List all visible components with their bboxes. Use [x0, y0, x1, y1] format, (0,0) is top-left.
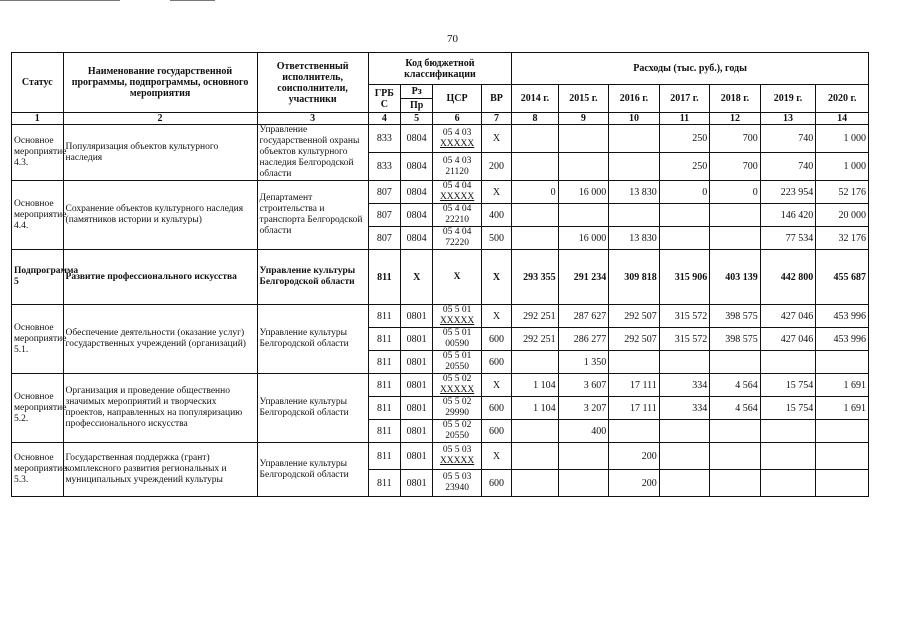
amount-cell — [558, 125, 609, 153]
amount-cell — [659, 204, 710, 227]
csr-direction-code: 00590 — [445, 339, 469, 349]
status-cell: Основное мероприятие 4.3. — [12, 125, 64, 181]
header-name: Наименование государственной программы, подпрограммы, основного мероприятия — [63, 53, 257, 113]
amount-cell: 400 — [558, 420, 609, 443]
header-responsible: Ответственный исполнитель, соисполнители, участники — [257, 53, 368, 113]
status-cell: Основное мероприятие 5.2. — [12, 374, 64, 443]
csr-cell — [433, 374, 482, 397]
grbs-cell: 811 — [368, 397, 400, 420]
amount-cell: 1 000 — [816, 125, 869, 153]
header-pr: Пр — [401, 99, 433, 113]
amount-cell — [659, 470, 710, 497]
amount-cell: 455 687 — [816, 250, 869, 305]
column-number: 12 — [710, 113, 761, 125]
amount-cell: 77 534 — [760, 227, 816, 250]
amount-cell — [816, 420, 869, 443]
header-vr: ВР — [481, 85, 511, 113]
csr-cell — [433, 305, 482, 328]
csr-direction-code: 72220 — [445, 238, 469, 248]
csr-cell — [433, 125, 482, 153]
csr-cell — [433, 351, 482, 374]
csr-program-code: 05 5 02 — [442, 397, 472, 407]
rzpr-cell: 0804 — [401, 227, 433, 250]
amount-cell — [816, 470, 869, 497]
amount-cell: 292 251 — [512, 328, 558, 351]
csr-program-code: 05 4 04 — [442, 227, 472, 237]
vr-cell: 600 — [481, 470, 511, 497]
responsible-cell: Управление государственной охраны объектов культурного наследия Белгородской области — [257, 125, 368, 181]
amount-cell: 334 — [659, 374, 710, 397]
rzpr-cell: 0801 — [401, 328, 433, 351]
csr-program-code: 05 5 03 — [442, 472, 472, 482]
amount-cell: 403 139 — [710, 250, 761, 305]
amount-cell — [710, 470, 761, 497]
table-row — [12, 443, 869, 470]
amount-cell: 427 046 — [760, 328, 816, 351]
csr-cell — [433, 250, 482, 305]
amount-cell: 442 800 — [760, 250, 816, 305]
responsible-cell: Управление культуры Белгородской области — [257, 374, 368, 443]
table-row — [12, 181, 869, 204]
amount-cell: 700 — [710, 125, 761, 153]
vr-cell: X — [481, 250, 511, 305]
amount-cell: 146 420 — [760, 204, 816, 227]
csr-cell — [433, 153, 482, 181]
amount-cell: 291 234 — [558, 250, 609, 305]
header-year: 2016 г. — [609, 85, 660, 113]
amount-cell — [710, 351, 761, 374]
amount-cell — [609, 204, 660, 227]
rzpr-cell: X — [401, 250, 433, 305]
rzpr-cell: 0801 — [401, 305, 433, 328]
rzpr-cell: 0801 — [401, 374, 433, 397]
top-edge-line — [0, 0, 905, 3]
header-year: 2014 г. — [512, 85, 558, 113]
header-csr: ЦСР — [433, 85, 482, 113]
amount-cell: 0 — [710, 181, 761, 204]
rzpr-cell: 0804 — [401, 181, 433, 204]
amount-cell — [609, 153, 660, 181]
vr-cell: 600 — [481, 397, 511, 420]
csr-cell — [433, 470, 482, 497]
rzpr-cell: 0804 — [401, 153, 433, 181]
name-cell: Развитие профессионального искусства — [63, 250, 257, 305]
amount-cell: 334 — [659, 397, 710, 420]
amount-cell — [760, 470, 816, 497]
grbs-cell: 833 — [368, 125, 400, 153]
amount-cell: 4 564 — [710, 374, 761, 397]
responsible-cell: Управление культуры Белгородской области — [257, 250, 368, 305]
csr-direction-code: XXXXX — [439, 456, 475, 466]
grbs-cell: 811 — [368, 470, 400, 497]
amount-cell: 293 355 — [512, 250, 558, 305]
budget-table — [11, 52, 869, 497]
rzpr-cell: 0804 — [401, 204, 433, 227]
vr-cell: X — [481, 125, 511, 153]
amount-cell: 3 207 — [558, 397, 609, 420]
column-number: 8 — [512, 113, 558, 125]
amount-cell: 700 — [710, 153, 761, 181]
csr-direction-code: 21120 — [445, 166, 469, 177]
csr-program-code: 05 4 04 — [442, 204, 472, 214]
csr-direction-code: XXXXX — [439, 316, 475, 326]
amount-cell: 315 572 — [659, 328, 710, 351]
amount-cell — [558, 470, 609, 497]
amount-cell: 287 627 — [558, 305, 609, 328]
amount-cell: 17 111 — [609, 374, 660, 397]
csr-direction-code: XXXXX — [439, 138, 475, 149]
grbs-cell: 833 — [368, 153, 400, 181]
vr-cell: 500 — [481, 227, 511, 250]
csr-program-code: 05 4 03 — [442, 127, 472, 138]
header-year: 2018 г. — [710, 85, 761, 113]
amount-cell: 16 000 — [558, 181, 609, 204]
name-cell: Организация и проведение общественно значимых мероприятий и творческих проектов, направленных на популяризацию профессионального искусства — [63, 374, 257, 443]
csr-direction-code: XXXXX — [439, 385, 475, 395]
amount-cell: 1 350 — [558, 351, 609, 374]
status-cell: Основное мероприятие 5.3. — [12, 443, 64, 497]
grbs-cell: 811 — [368, 374, 400, 397]
amount-cell — [760, 443, 816, 470]
amount-cell: 309 818 — [609, 250, 660, 305]
grbs-cell: 811 — [368, 351, 400, 374]
amount-cell: 3 607 — [558, 374, 609, 397]
vr-cell: X — [481, 443, 511, 470]
amount-cell — [609, 125, 660, 153]
amount-cell — [659, 443, 710, 470]
amount-cell: 17 111 — [609, 397, 660, 420]
amount-cell — [710, 227, 761, 250]
table-row — [12, 125, 869, 153]
csr-cell — [433, 328, 482, 351]
csr-direction-code: XXXXX — [439, 192, 475, 202]
name-cell: Сохранение объектов культурного наследия (памятников истории и культуры) — [63, 181, 257, 250]
csr-direction-code: 23940 — [445, 483, 469, 493]
header-grbs: ГРБ С — [368, 85, 400, 113]
header-year: 2019 г. — [760, 85, 816, 113]
csr-program-code: 05 4 03 — [442, 155, 472, 166]
amount-cell: 740 — [760, 153, 816, 181]
amount-cell — [659, 227, 710, 250]
amount-cell: 292 251 — [512, 305, 558, 328]
amount-cell — [512, 443, 558, 470]
amount-cell: 250 — [659, 125, 710, 153]
amount-cell — [558, 153, 609, 181]
status-cell: Основное мероприятие 4.4. — [12, 181, 64, 250]
csr-direction-code: 20550 — [445, 431, 469, 441]
csr-program-code: 05 4 04 — [442, 181, 472, 191]
name-cell: Обеспечение деятельности (оказание услуг) государственных учреждений (организаций) — [63, 305, 257, 374]
status-cell: Подпрограмма 5 — [12, 250, 64, 305]
rzpr-cell: 0801 — [401, 397, 433, 420]
header-expenses-group: Расходы (тыс. руб.), годы — [512, 53, 869, 85]
amount-cell — [512, 125, 558, 153]
amount-cell — [710, 420, 761, 443]
csr-cell — [433, 181, 482, 204]
amount-cell: 13 830 — [609, 227, 660, 250]
grbs-cell: 811 — [368, 443, 400, 470]
header-rz: Рз — [401, 85, 433, 99]
amount-cell — [512, 227, 558, 250]
amount-cell: 20 000 — [816, 204, 869, 227]
amount-cell: 1 691 — [816, 397, 869, 420]
vr-cell: 400 — [481, 204, 511, 227]
amount-cell: 427 046 — [760, 305, 816, 328]
csr-program-code: X — [453, 271, 461, 282]
name-cell: Государственная поддержка (грант) комплексного развития региональных и муниципальных учреждений культуры — [63, 443, 257, 497]
amount-cell — [659, 351, 710, 374]
column-number: 9 — [558, 113, 609, 125]
rzpr-cell: 0801 — [401, 443, 433, 470]
csr-cell — [433, 420, 482, 443]
column-number: 7 — [481, 113, 511, 125]
header-status: Статус — [12, 53, 64, 113]
csr-program-code: 05 5 01 — [442, 305, 472, 315]
csr-cell — [433, 204, 482, 227]
header-year: 2017 г. — [659, 85, 710, 113]
csr-cell — [433, 443, 482, 470]
grbs-cell: 807 — [368, 204, 400, 227]
csr-program-code: 05 5 01 — [442, 328, 472, 338]
amount-cell: 4 564 — [710, 397, 761, 420]
csr-program-code: 05 5 02 — [442, 420, 472, 430]
column-number: 10 — [609, 113, 660, 125]
rzpr-cell: 0801 — [401, 470, 433, 497]
csr-direction-code: 29990 — [445, 408, 469, 418]
csr-program-code: 05 5 02 — [442, 374, 472, 384]
header-year: 2015 г. — [558, 85, 609, 113]
vr-cell: 200 — [481, 153, 511, 181]
amount-cell: 13 830 — [609, 181, 660, 204]
amount-cell: 0 — [659, 181, 710, 204]
vr-cell: X — [481, 305, 511, 328]
responsible-cell: Управление культуры Белгородской области — [257, 443, 368, 497]
vr-cell: 600 — [481, 328, 511, 351]
amount-cell: 286 277 — [558, 328, 609, 351]
csr-cell — [433, 397, 482, 420]
amount-cell: 200 — [609, 470, 660, 497]
vr-cell: X — [481, 181, 511, 204]
column-number-row — [12, 113, 869, 125]
column-number: 5 — [401, 113, 433, 125]
column-number: 1 — [12, 113, 64, 125]
amount-cell — [558, 204, 609, 227]
rzpr-cell: 0801 — [401, 351, 433, 374]
amount-cell: 0 — [512, 181, 558, 204]
csr-direction-code: 20550 — [445, 362, 469, 372]
amount-cell — [512, 153, 558, 181]
amount-cell — [558, 443, 609, 470]
table-row — [12, 374, 869, 397]
column-number: 11 — [659, 113, 710, 125]
amount-cell: 315 906 — [659, 250, 710, 305]
vr-cell: X — [481, 374, 511, 397]
name-cell: Популяризация объектов культурного наследия — [63, 125, 257, 181]
rzpr-cell: 0804 — [401, 125, 433, 153]
amount-cell: 1 000 — [816, 153, 869, 181]
amount-cell — [816, 443, 869, 470]
amount-cell: 52 176 — [816, 181, 869, 204]
amount-cell — [512, 351, 558, 374]
table-row — [12, 305, 869, 328]
amount-cell: 1 104 — [512, 374, 558, 397]
csr-direction-code: 22210 — [445, 215, 469, 225]
responsible-cell: Управление культуры Белгородской области — [257, 305, 368, 374]
column-number: 3 — [257, 113, 368, 125]
amount-cell — [816, 351, 869, 374]
amount-cell: 453 996 — [816, 328, 869, 351]
header-year: 2020 г. — [816, 85, 869, 113]
table-row — [12, 250, 869, 305]
amount-cell — [512, 470, 558, 497]
amount-cell: 292 507 — [609, 305, 660, 328]
amount-cell: 250 — [659, 153, 710, 181]
amount-cell — [512, 204, 558, 227]
amount-cell: 315 572 — [659, 305, 710, 328]
rzpr-cell: 0801 — [401, 420, 433, 443]
grbs-cell: 811 — [368, 305, 400, 328]
grbs-cell: 811 — [368, 420, 400, 443]
amount-cell: 740 — [760, 125, 816, 153]
amount-cell: 453 996 — [816, 305, 869, 328]
amount-cell: 1 691 — [816, 374, 869, 397]
amount-cell — [512, 420, 558, 443]
grbs-cell: 807 — [368, 181, 400, 204]
amount-cell — [659, 420, 710, 443]
grbs-cell: 811 — [368, 250, 400, 305]
amount-cell — [760, 420, 816, 443]
column-number: 4 — [368, 113, 400, 125]
amount-cell: 200 — [609, 443, 660, 470]
amount-cell — [609, 420, 660, 443]
responsible-cell: Департамент строительства и транспорта Белгородской области — [257, 181, 368, 250]
header-code-group: Код бюджетной классификации — [368, 53, 512, 85]
vr-cell: 600 — [481, 351, 511, 374]
amount-cell: 398 575 — [710, 305, 761, 328]
amount-cell — [760, 351, 816, 374]
amount-cell — [710, 443, 761, 470]
amount-cell: 398 575 — [710, 328, 761, 351]
status-cell: Основное мероприятие 5.1. — [12, 305, 64, 374]
column-number: 14 — [816, 113, 869, 125]
amount-cell — [710, 204, 761, 227]
amount-cell — [609, 351, 660, 374]
amount-cell: 32 176 — [816, 227, 869, 250]
csr-program-code: 05 5 01 — [442, 351, 472, 361]
vr-cell: 600 — [481, 420, 511, 443]
csr-cell — [433, 227, 482, 250]
amount-cell: 15 754 — [760, 374, 816, 397]
csr-program-code: 05 5 03 — [442, 445, 472, 455]
column-number: 6 — [433, 113, 482, 125]
amount-cell: 223 954 — [760, 181, 816, 204]
column-number: 2 — [63, 113, 257, 125]
grbs-cell: 811 — [368, 328, 400, 351]
amount-cell: 15 754 — [760, 397, 816, 420]
page-number: 70 — [447, 33, 458, 45]
amount-cell: 1 104 — [512, 397, 558, 420]
grbs-cell: 807 — [368, 227, 400, 250]
column-number: 13 — [760, 113, 816, 125]
amount-cell: 292 507 — [609, 328, 660, 351]
amount-cell: 16 000 — [558, 227, 609, 250]
